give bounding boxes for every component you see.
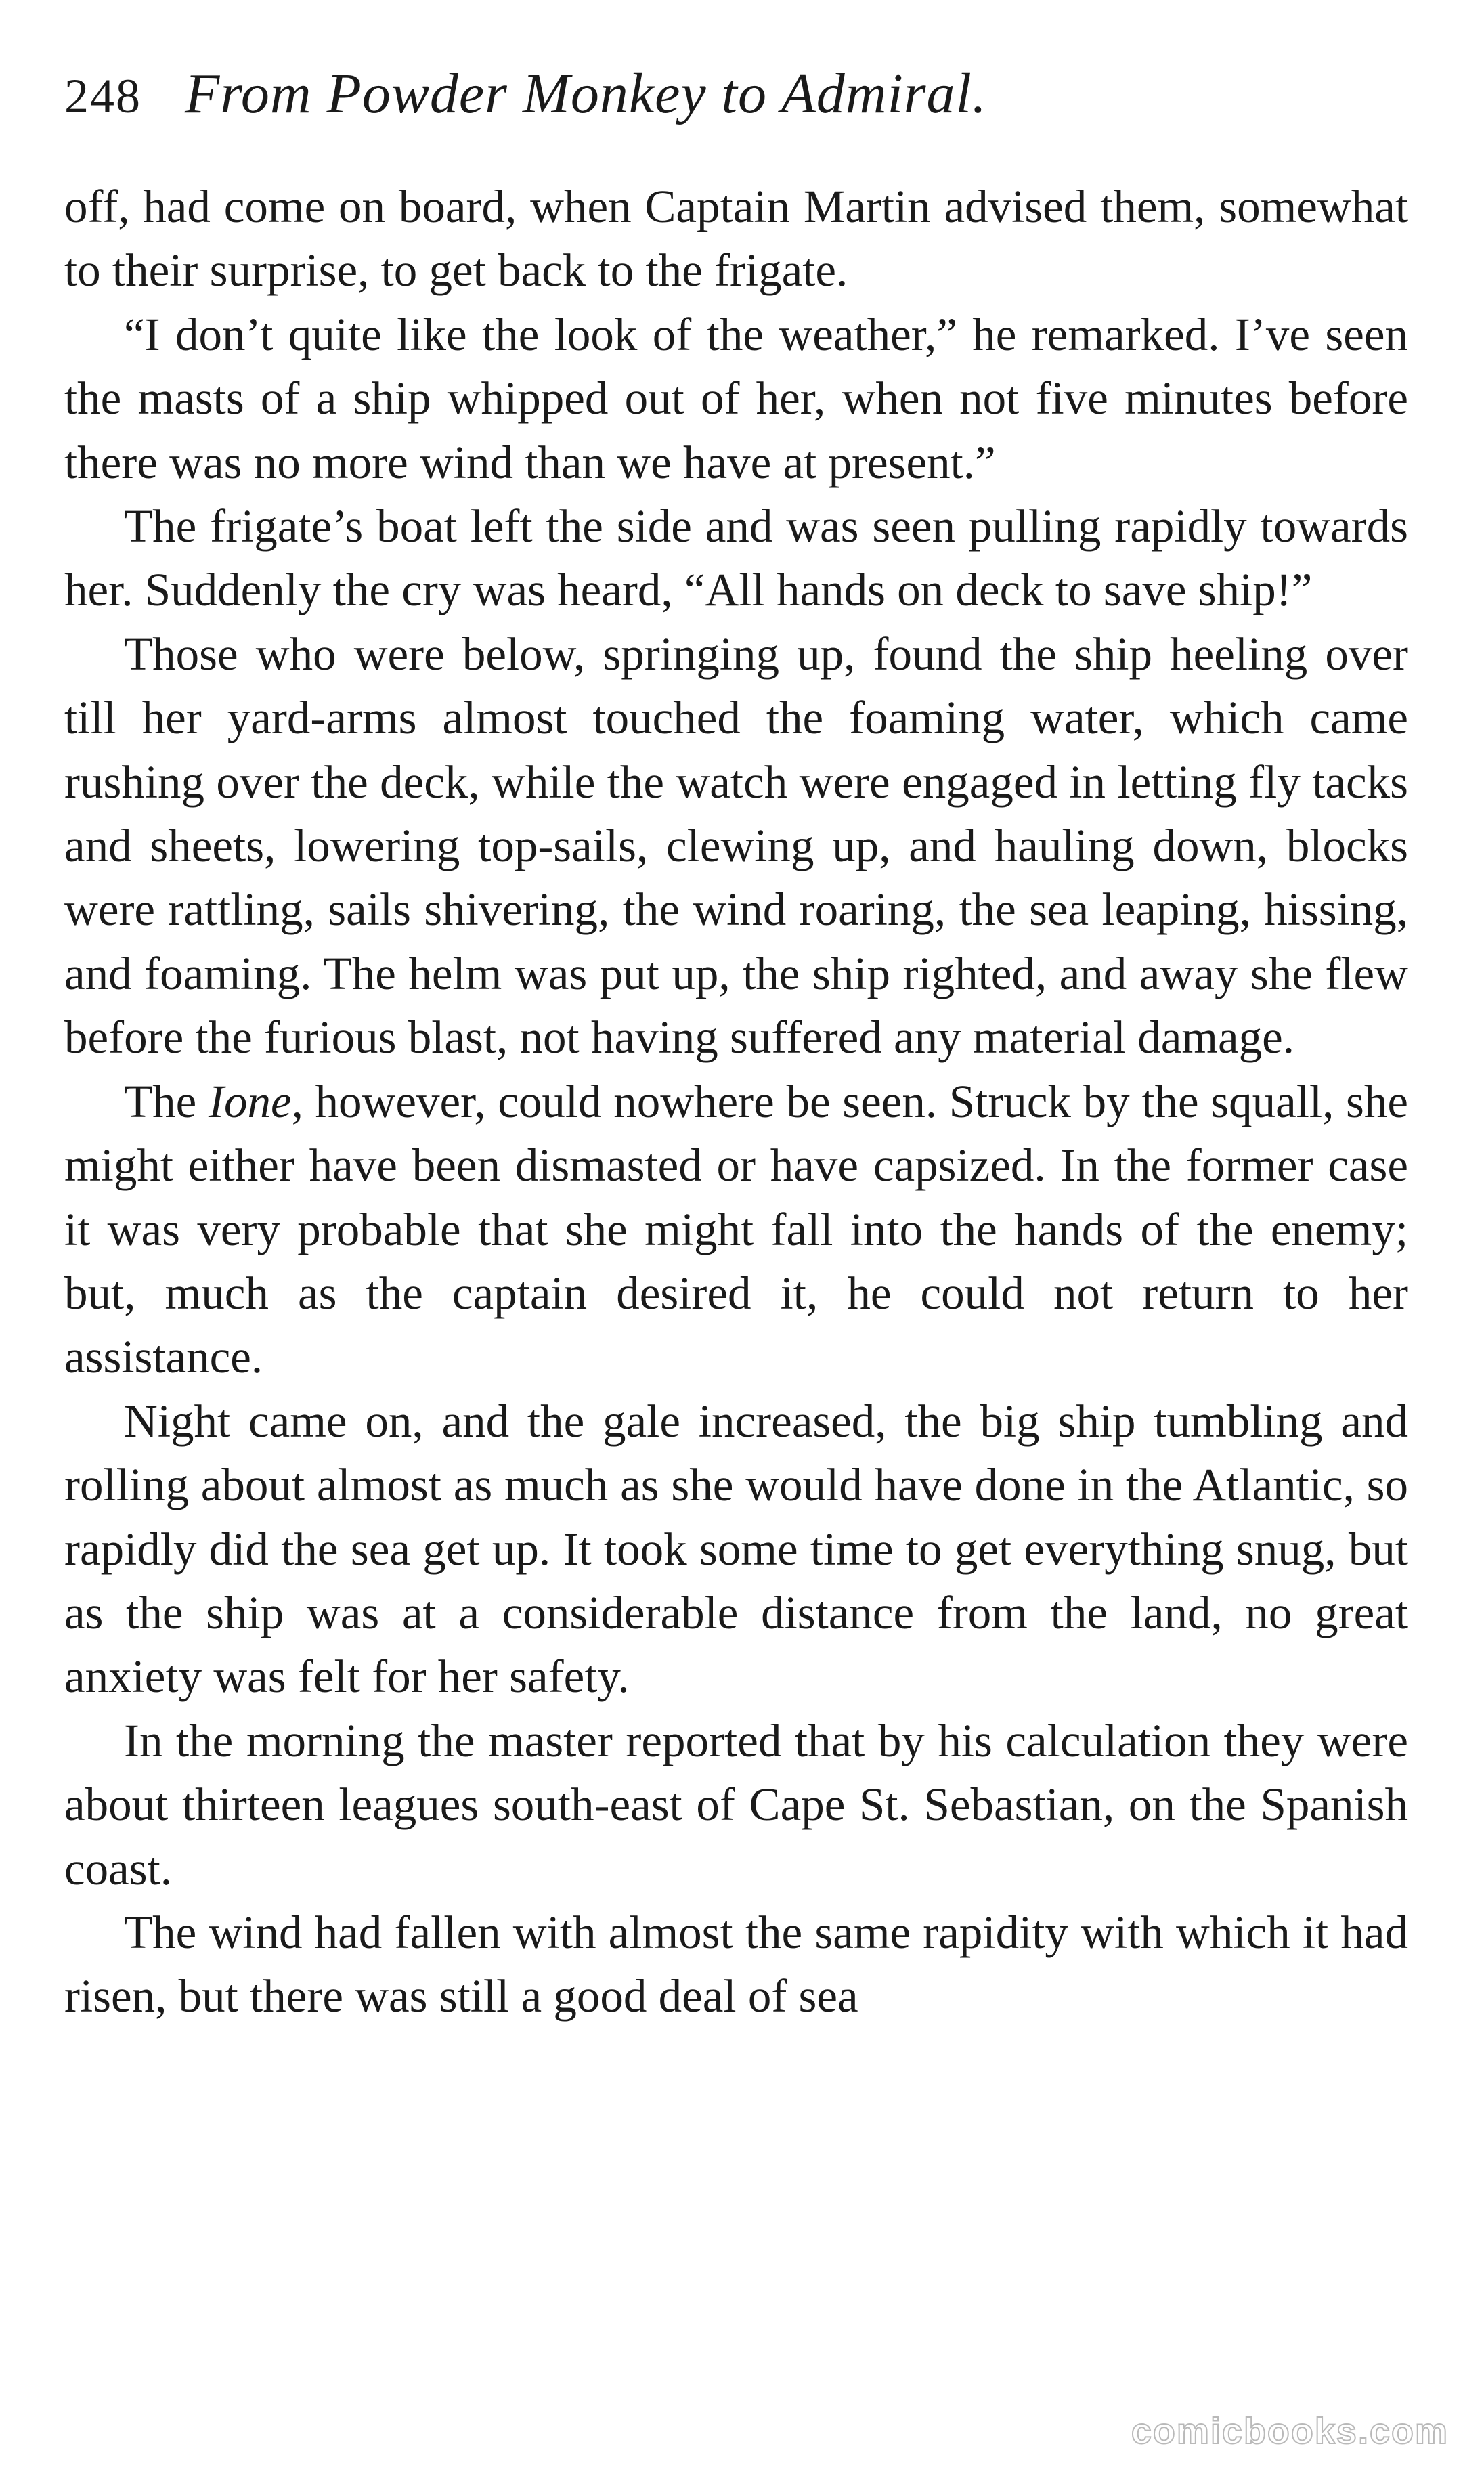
paragraph-ione [64,1070,1408,1389]
book-page [64,61,1408,2028]
paragraph: The frigate’s boat left the side and was seen pulling rapidly towards her. Suddenly the cry was heard, “All hands on deck to save ship!” [64,500,1408,616]
page-number: 248 [64,69,141,123]
paragraph: Those who were below, springing up, found the ship heeling over till her yard-arms almost touched the foaming water, which came rushing over the deck, while the watch were engaged in letting fly tacks and sheets, lowering top-sails, clewing up, and hauling down, blocks were rattling, sails shivering, the wind roaring, the sea leaping, hissing, and foaming. The helm was put up, the ship righted, and away she flew before the furious blast, not having suffered any material damage. [64,628,1408,1064]
paragraph: “I don’t quite like the look of the weather,” he remarked. I’ve seen the masts of a ship whipped out of her, when not five minutes before there was no more wind than we have at present.” [64,308,1408,488]
paragraph: Night came on, and the gale increased, the big ship tumbling and rolling about almost as much as she would have done in the Atlantic, so rapidly did the sea get up. It took some time to get everything snug, but as the ship was at a considerable distance from the land, no great anxiety was felt for her safety. [64,1395,1408,1703]
paragraph-text: The [124,1075,209,1127]
body-text [64,175,1408,2028]
page-header [64,61,1408,149]
ship-name: Ione [208,1075,292,1127]
running-title: From Powder Monkey to Admiral. [185,62,987,125]
watermark: comicbooks.com [1131,2411,1449,2452]
paragraph: off, had come on board, when Captain Martin advised them, somewhat to their surprise, to get back to the frigate. [64,181,1408,297]
paragraph-text: , however, could nowhere be seen. Struck by the squall, she might either have been dismasted or have capsized. In the former case it was very probable that she might fall into the hands of the enemy; but, much as the captain desired it, he could not return to her assistance. [64,1075,1408,1383]
paragraph: The wind had fallen with almost the same rapidity with which it had risen, but there was still a good deal of sea [64,1906,1408,2022]
paragraph: In the morning the master reported that by his calculation they were about thirteen leagues south-east of Cape St. Sebastian, on the Spanish coast. [64,1714,1408,1894]
